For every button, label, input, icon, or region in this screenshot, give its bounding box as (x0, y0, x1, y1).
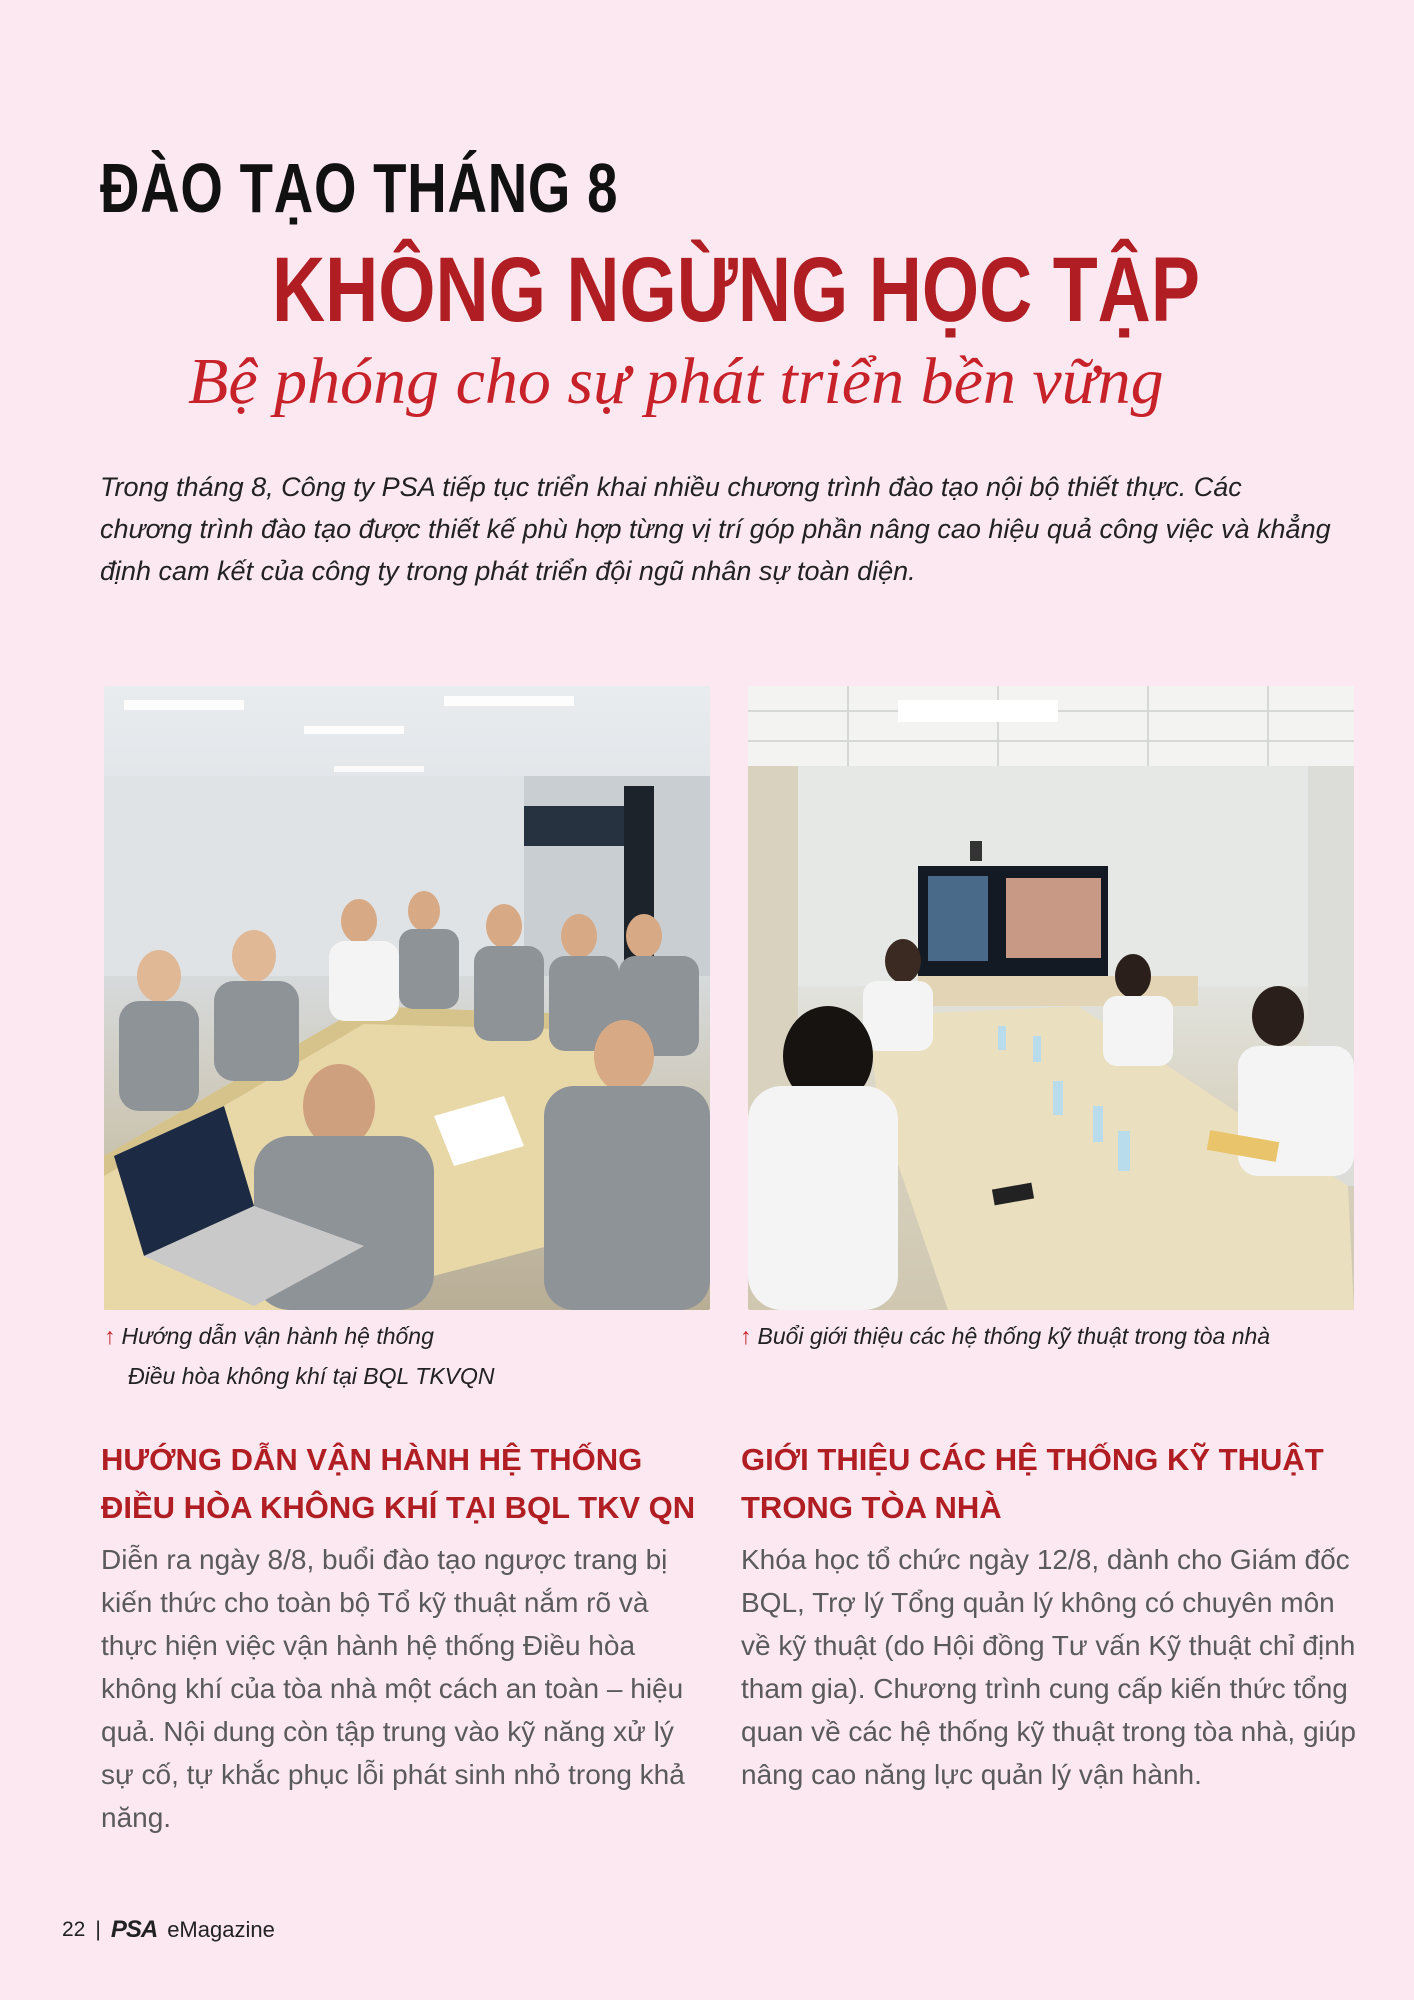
section-body-1: Diễn ra ngày 8/8, buổi đào tạo ngược trang bị kiến thức cho toàn bộ Tổ kỹ thuật nắm rõ và thực hiện việc vận hành hệ thống Điều hòa không khí của tòa nhà một cách an toàn – hiệu quả. Nội dung còn tập trung vào kỹ năng xử lý sự cố, tự khắc phục lỗi phát sinh nhỏ trong khả năng. (101, 1544, 685, 1833)
photo-caption-2 (740, 1316, 1360, 1356)
footer-separator: | (95, 1918, 101, 1941)
photo-technical-systems-intro (748, 686, 1354, 1310)
page-subtitle: Bệ phóng cho sự phát triển bền vững (188, 345, 1164, 418)
photo-technical-systems-illustration (748, 686, 1354, 1310)
brand-logo: PSA (110, 1916, 158, 1943)
section-body-2: Khóa học tổ chức ngày 12/8, dành cho Giám đốc BQL, Trợ lý Tổng quản lý không có chuyên môn về kỹ thuật (do Hội đồng Tư vấn Kỹ thuật chỉ định tham gia). Chương trình cung cấp kiến thức tổng quan về các hệ thống kỹ thuật trong tòa nhà, giúp nâng cao năng lực quản lý vận hành. (741, 1544, 1356, 1790)
photo-ac-training-illustration (104, 686, 710, 1310)
photo-ac-training (104, 686, 710, 1310)
arrow-up-icon: ↑ (740, 1323, 752, 1349)
caption-1-line2: Điều hòa không khí tại BQL TKVQN (128, 1363, 495, 1389)
intro-paragraph: Trong tháng 8, Công ty PSA tiếp tục triển khai nhiều chương trình đào tạo nội bộ thiết thực. Các chương trình đào tạo được thiết kế phù hợp từng vị trí góp phần nâng cao hiệu quả công việc và khẳng định cam kết của công ty trong phát triển đội ngũ nhân sự toàn diện. (100, 472, 1331, 586)
section-title-1-line1: HƯỚNG DẪN VẬN HÀNH HỆ THỐNG (101, 1442, 643, 1477)
photo-caption-1 (104, 1316, 664, 1396)
section-title-1 (101, 1436, 701, 1532)
page-number: 22 (62, 1918, 86, 1941)
page-title-line1: ĐÀO TẠO THÁNG 8 (100, 149, 619, 227)
section-title-2-line2: TRONG TÒA NHÀ (741, 1490, 1002, 1525)
section-title-2-line1: GIỚI THIỆU CÁC HỆ THỐNG KỸ THUẬT (741, 1442, 1324, 1477)
section-title-2 (741, 1436, 1341, 1532)
arrow-up-icon: ↑ (104, 1323, 116, 1349)
page-title-line2: KHÔNG NGỪNG HỌC TẬP (272, 239, 1200, 341)
magazine-name: eMagazine (167, 1917, 275, 1942)
caption-1-line1: Hướng dẫn vận hành hệ thống (121, 1323, 434, 1349)
page-footer (62, 1916, 275, 1944)
section-title-1-line2: ĐIỀU HÒA KHÔNG KHÍ TẠI BQL TKV QN (101, 1490, 696, 1525)
caption-2-line1: Buổi giới thiệu các hệ thống kỹ thuật trong tòa nhà (757, 1323, 1271, 1349)
